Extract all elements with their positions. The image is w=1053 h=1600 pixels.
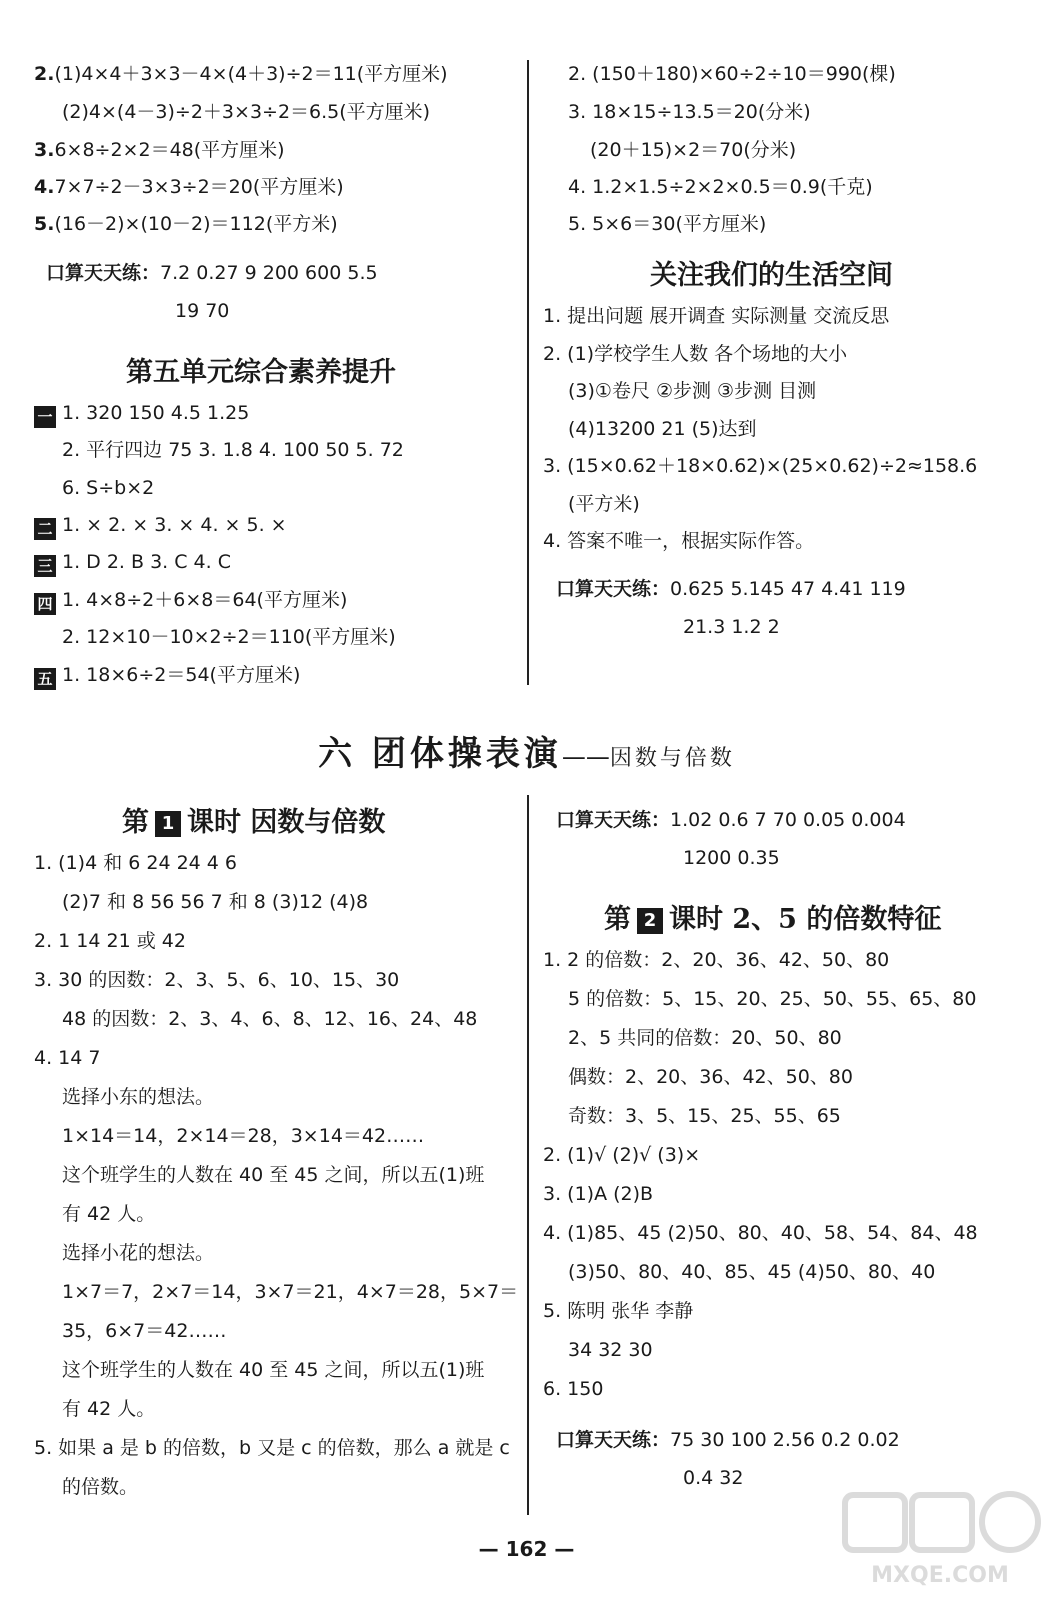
l1-line: 这个班学生的人数在 40 至 45 之间，所以五(1)班 — [62, 1164, 485, 1186]
lt-line-2: (2)4×(4－3)÷2＋3×3÷2＝6.5(平方厘米) — [62, 101, 431, 123]
l2-line: 2. (1)√ (2)√ (3)× — [543, 1144, 701, 1166]
item-text: 1. × 2. × 3. × 4. × 5. × — [62, 514, 287, 536]
lesson1-title — [122, 800, 385, 839]
u5-s1-l3: 6. S÷b×2 — [62, 477, 155, 499]
kousuan-label: 口算天天练： — [556, 809, 671, 831]
kousuan-values: 7.2 0.27 9 200 600 5.5 — [160, 262, 378, 284]
chapter-dash: —— — [561, 743, 610, 771]
lesson-pre: 第 — [122, 807, 149, 838]
lt-line-4 — [34, 175, 344, 199]
life-l7: 4. 答案不唯一，根据实际作答。 — [543, 530, 815, 552]
l1-line: 2. 1 14 21 或 42 — [34, 930, 186, 952]
kousuan-values: 1.02 0.6 7 70 0.05 0.004 — [670, 809, 906, 831]
l2-kousuan — [556, 1428, 900, 1452]
u5-s1-l2: 2. 平行四边 75 3. 1.8 4. 100 50 5. 72 — [62, 439, 404, 461]
l1-line: 选择小东的想法。 — [62, 1086, 215, 1108]
chapter-sub: 因数与倍数 — [609, 746, 735, 771]
item-text: 7×7÷2－3×3÷2＝20(平方厘米) — [54, 176, 344, 198]
u5-s4-l2: 2. 12×10－10×2÷2＝110(平方厘米) — [62, 626, 396, 648]
item-text: (1)4×4＋3×3－4×(4＋3)÷2＝11(平方厘米) — [54, 63, 448, 85]
rt-line-4: 4. 1.2×1.5÷2×2×0.5＝0.9(千克) — [568, 176, 873, 198]
lt-line-1 — [34, 62, 448, 86]
lt-line-3 — [34, 138, 285, 162]
l2-line: (3)50、80、40、85、45 (4)50、80、40 — [568, 1261, 936, 1283]
chapter-title — [0, 726, 1053, 775]
item-text: 1. 320 150 4.5 1.25 — [62, 402, 250, 424]
l1-line: 1×7＝7，2×7＝14，3×7＝21，4×7＝28，5×7＝ — [62, 1281, 519, 1303]
lt-line-5 — [34, 212, 338, 236]
life-kousuan — [556, 577, 906, 601]
life-l3: (3)①卷尺 ②步测 ③步测 目测 — [568, 380, 817, 402]
l2-line: 5. 陈明 张华 李静 — [543, 1300, 694, 1322]
lesson-number-badge: 1 — [155, 811, 181, 837]
life-l6: (平方米) — [568, 493, 640, 515]
rt-line-1: 2. (150＋180)×60÷2÷10＝990(棵) — [568, 63, 896, 85]
l2-line: 3. (1)A (2)B — [543, 1183, 654, 1205]
l1-line: 1. (1)4 和 6 24 24 4 6 — [34, 852, 238, 874]
rm-kousuan-2: 1200 0.35 — [683, 847, 780, 869]
watermark-logo-icon — [840, 1490, 1045, 1590]
lesson-number-badge: 2 — [637, 908, 663, 934]
section-tag: 三 — [34, 555, 56, 577]
item-text: 6×8÷2×2＝48(平方厘米) — [54, 139, 285, 161]
l1-line: 3. 30 的因数：2、3、5、6、10、15、30 — [34, 969, 400, 991]
u5-s5-l1 — [34, 663, 300, 690]
item-text: 1. 18×6÷2＝54(平方厘米) — [62, 664, 301, 686]
unit5-title: 第五单元综合素养提升 — [126, 357, 396, 388]
watermark-text: MXQE.COM — [871, 1563, 1009, 1588]
l2-line: 34 32 30 — [568, 1339, 653, 1361]
u5-s2-l1 — [34, 513, 287, 540]
l1-line: 这个班学生的人数在 40 至 45 之间，所以五(1)班 — [62, 1359, 485, 1381]
u5-s1-l1 — [34, 401, 249, 428]
l1-line: 选择小花的想法。 — [62, 1242, 215, 1264]
lesson-pre: 第 — [604, 904, 631, 935]
l2-line: 2、5 共同的倍数：20、50、80 — [568, 1027, 842, 1049]
kousuan-label: 口算天天练： — [46, 262, 161, 284]
lesson-post: 课时 2、5 的倍数特征 — [669, 904, 942, 935]
section-tag: 一 — [34, 406, 56, 428]
lesson2-title — [604, 897, 941, 936]
l2-line: 6. 150 — [543, 1378, 604, 1400]
item-text: 1. 4×8÷2＋6×8＝64(平方厘米) — [62, 589, 348, 611]
l1-line: 有 42 人。 — [62, 1398, 156, 1420]
section-tag: 五 — [34, 668, 56, 690]
item-text: (16－2)×(10－2)＝112(平方米) — [54, 213, 338, 235]
l2-kousuan-2: 0.4 32 — [683, 1467, 744, 1489]
life-l5: 3. (15×0.62＋18×0.62)×(25×0.62)÷2≈158.6 — [543, 455, 978, 477]
column-divider-top — [527, 60, 529, 685]
section-tag: 二 — [34, 518, 56, 540]
l1-line: 5. 如果 a 是 b 的倍数，b 又是 c 的倍数，那么 a 就是 c — [34, 1437, 510, 1459]
chapter-main: 六 团体操表演 — [318, 734, 562, 774]
rm-kousuan — [556, 808, 906, 832]
kousuan-values: 0.625 5.145 47 4.41 119 — [670, 578, 906, 600]
l2-line: 1. 2 的倍数：2、20、36、42、50、80 — [543, 949, 890, 971]
l1-line: 48 的因数：2、3、4、6、8、12、16、24、48 — [62, 1008, 478, 1030]
life-l4: (4)13200 21 (5)达到 — [568, 418, 757, 440]
item-number: 2. — [34, 63, 55, 85]
rt-line-5: 5. 5×6＝30(平方厘米) — [568, 213, 767, 235]
lt-kousuan — [46, 261, 378, 285]
l1-line: 35，6×7＝42…… — [62, 1320, 227, 1342]
l2-line: 偶数：2、20、36、42、50、80 — [568, 1066, 853, 1088]
item-number: 5. — [34, 213, 55, 235]
rt-line-2: 3. 18×15÷13.5＝20(分米) — [568, 101, 811, 123]
l2-line: 奇数：3、5、15、25、55、65 — [568, 1105, 841, 1127]
kousuan-label: 口算天天练： — [556, 578, 671, 600]
l1-line: 有 42 人。 — [62, 1203, 156, 1225]
life-kousuan-2: 21.3 1.2 2 — [683, 616, 780, 638]
lesson-post: 课时 因数与倍数 — [187, 807, 386, 838]
u5-s3-l1 — [34, 550, 231, 577]
lt-kousuan-2: 19 70 — [175, 300, 230, 322]
item-number: 4. — [34, 176, 55, 198]
kousuan-values: 75 30 100 2.56 0.2 0.02 — [670, 1429, 900, 1451]
rt-line-3: (20＋15)×2＝70(分米) — [590, 139, 797, 161]
life-l1: 1. 提出问题 展开调查 实际测量 交流反思 — [543, 305, 890, 327]
column-divider-bottom — [527, 795, 529, 1515]
l1-line: 4. 14 7 — [34, 1047, 101, 1069]
u5-s4-l1 — [34, 588, 347, 615]
section-tag: 四 — [34, 593, 56, 615]
l2-line: 4. (1)85、45 (2)50、80、40、58、54、84、48 — [543, 1222, 978, 1244]
item-text: 1. D 2. B 3. C 4. C — [62, 551, 231, 573]
life-l2: 2. (1)学校学生人数 各个场地的大小 — [543, 343, 848, 365]
l1-line: (2)7 和 8 56 56 7 和 8 (3)12 (4)8 — [62, 891, 369, 913]
l2-line: 5 的倍数：5、15、20、25、50、55、65、80 — [568, 988, 977, 1010]
page-number: — 162 — — [478, 1537, 575, 1561]
item-number: 3. — [34, 139, 55, 161]
l1-line: 的倍数。 — [62, 1476, 139, 1498]
life-title: 关注我们的生活空间 — [650, 260, 893, 291]
kousuan-label: 口算天天练： — [556, 1429, 671, 1451]
l1-line: 1×14＝14，2×14＝28，3×14＝42…… — [62, 1125, 425, 1147]
